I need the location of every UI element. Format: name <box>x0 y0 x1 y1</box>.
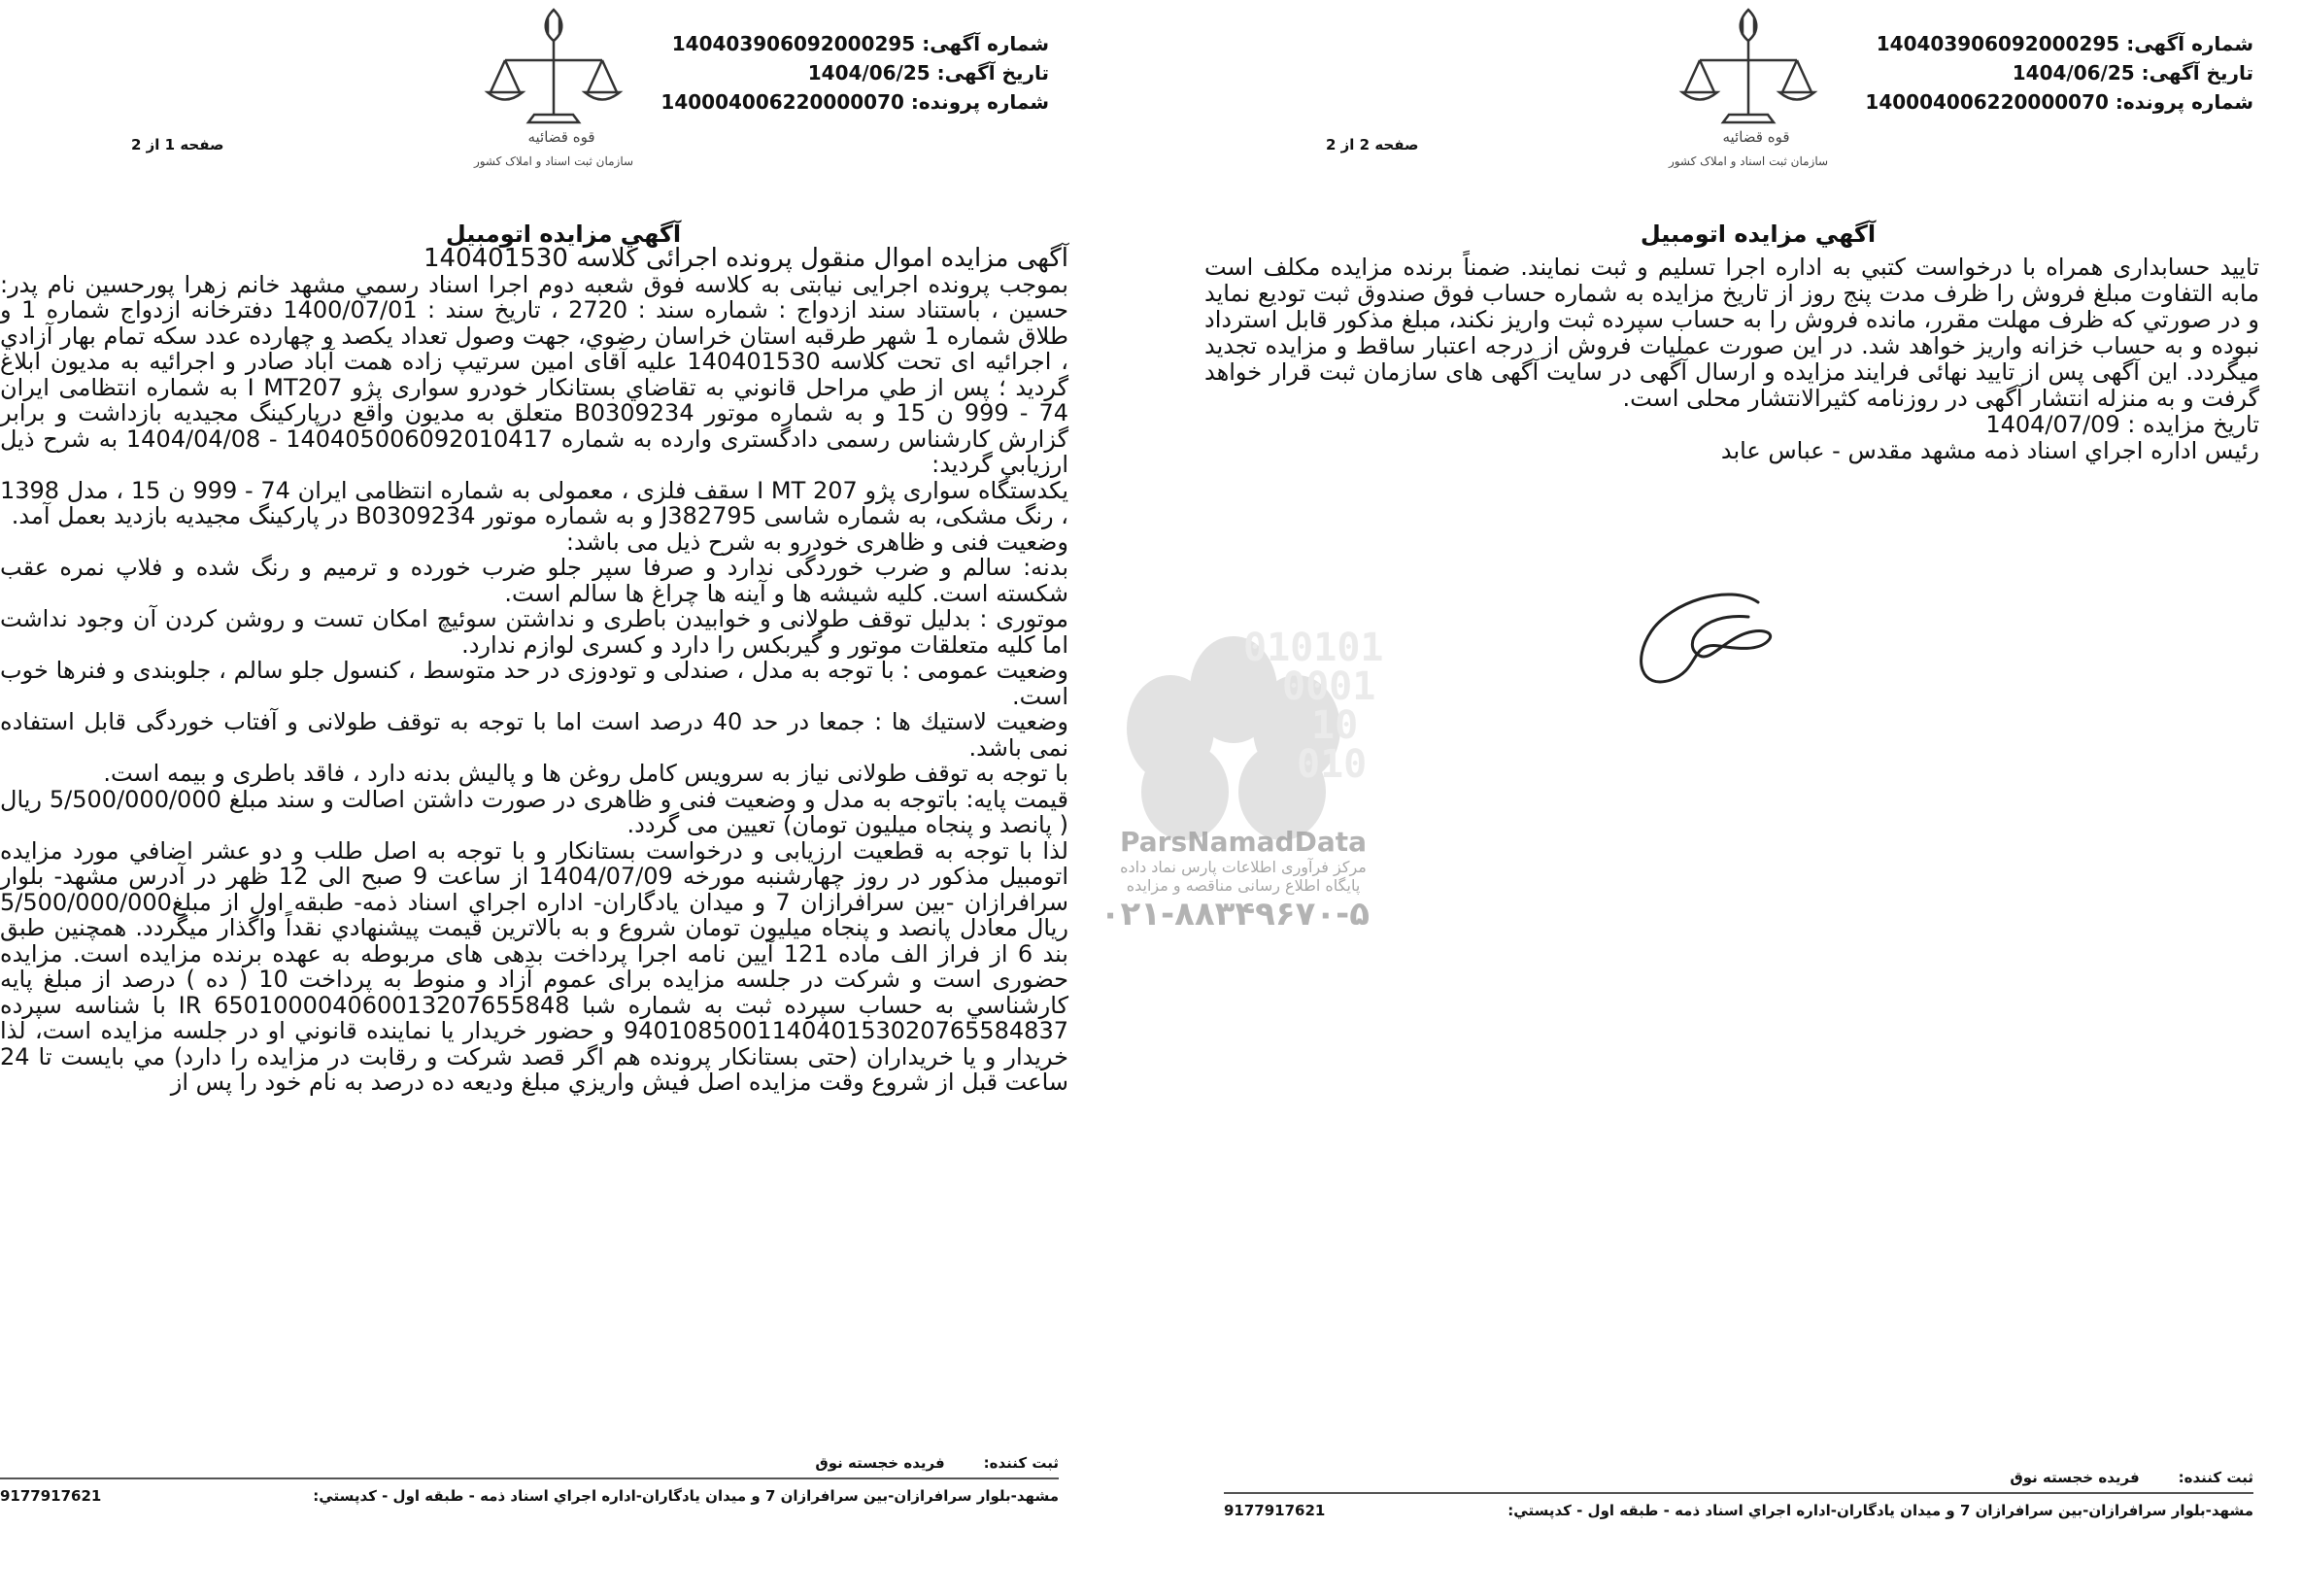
notice-page-2 <box>1204 0 2273 1596</box>
svg-text:سازمان ثبت اسناد و املاک کشور: سازمان ثبت اسناد و املاک کشور <box>1668 154 1829 168</box>
file-no-label: شماره پرونده: <box>2115 90 2253 114</box>
wm-code-2: 0001 <box>1282 664 1376 709</box>
svg-text:قوه قضائیه: قوه قضائیه <box>1722 128 1790 146</box>
wm-line-2: پایگاه اطلاع رسانی مناقصه و مزایده <box>1126 876 1361 895</box>
auction-date-label: تاريخ مزايده : <box>2127 411 2259 438</box>
page-number: صفحه 1 از 2 <box>131 136 224 153</box>
paragraph: تاييد حسابدارى همراه با درخواست كتبي به اداره اجرا تسليم و ثبت نمايند. ضمناً برنده مزايده مكلف است مابه التفاوت مبلغ فروش را ظرف مدت پنج روز از تاريخ مزايده به شماره حساب فوق صندوق ثبت توديع نمايد و در صورتي كه ظرف مهلت مقرر، مانده فروش را به حساب سپرده ثبت واريز نكند، مبلغ مذكور قابل استرداد نبوده و به حساب خزانه واريز خواهد شد. در اين صورت عمليات فروش از درجه اعتبار ساقط و مزايده تجديد ميگردد. اين آگهى پس از تاييد نهائى فرايند مزايده و ارسال آگهى در سايت آگهى هاى سازمان ثبت قرار خواهد گرفت و به منزله انتشار آگهى در روزنامه كثيرالانتشار محلى است. <box>1204 254 2259 412</box>
registrar-name: فريده خجسته نوق <box>815 1454 945 1472</box>
page-footer <box>0 1454 1059 1505</box>
wm-phone: ۰۲۱-۸۸۳۴۹۶۷۰-۵ <box>1100 895 1370 934</box>
file-no: 140004006220000070 <box>1865 90 2109 114</box>
notice-date: 1404/06/25 <box>2012 61 2135 85</box>
page-footer <box>1224 1469 2253 1519</box>
paragraph: بدنه: سالم و ضرب خوردگى ندارد و صرفا سپر جلو ضرب خورده و ترميم و رنگ شده و فلاپ نمره عقب شكسته است. كليه شيشه ها و آينه ها چراغ ها سالم است. <box>0 554 1068 607</box>
postal-code: 9177917621 <box>0 1487 102 1505</box>
paragraph: وضعيت عمومى : با توجه به مدل ، صندلى و تودوزى در حد متوسط ، كنسول جلو سالم ، جلوبندى و فنرها خوب است. <box>0 657 1068 710</box>
signatory: رئيس اداره اجراي اسناد ذمه مشهد مقدس - عباس عابد <box>1720 437 2259 464</box>
auction-date: 1404/07/09 <box>1985 411 2120 438</box>
notice-date: 1404/06/25 <box>807 61 931 85</box>
paragraph: وضعيت فنى و ظاهرى خودرو به شرح ذيل مى باشد: <box>565 527 1068 556</box>
notice-heading: آگهی مزایده اموال منقول پرونده اجرائی کلاسه 140401530 <box>423 244 1068 273</box>
notice-no-label: شماره آگهی: <box>2126 32 2253 55</box>
file-no: 140004006220000070 <box>660 90 904 114</box>
notice-date-label: تاریخ آگهی: <box>936 61 1049 85</box>
registrar-name: فريده خجسته نوق <box>2010 1469 2140 1486</box>
notice-meta <box>1845 29 2253 117</box>
page-title: آگهي مزايده اتومبيل <box>1640 221 1877 248</box>
wm-code-1: 010101 <box>1243 626 1384 670</box>
footer-divider <box>0 1477 1059 1479</box>
registrar-label: ثبت کننده: <box>2178 1469 2253 1486</box>
notice-no: 140403906092000295 <box>671 32 916 55</box>
file-no-label: شماره پرونده: <box>910 90 1049 114</box>
paragraph: يكدستگاه سوارى پژو I MT 207 سقف فلزى ، معمولى به شماره انتظامى ايران 74 - 999 ن 15 ، مدل 1398 ، رنگ مشكى، به شماره شاسى J382795 و به شماره موتور B0309234 در پاركينگ مجيديه بازديد بعمل آمد. <box>0 476 1069 529</box>
paragraph: بموجب پرونده اجرايى نيابتى به كلاسه فوق شعبه دوم اجرا اسناد رسمي مشهد خانم زهرا پورحسين نام پدر: حسين ، باستناد سند ازدواج : شماره سند : 2720 ، تاريخ سند : 1400/07/01 دفترخانه ازدواج شماره 1 و طلاق شماره 1 شهر طرقبه استان خراسان رضوي، جهت وصول تعداد يكصد و چهارده عدد سكه تمام بهار آزادي ، اجرائيه اى تحت كلاسه 140401530 عليه آقاى امين سرتيپ زاده همت آباد صادر و اجرائيه به مديون ابلاغ گرديد ؛ پس از طي مراحل قانوني به تقاضاي بستانكار خودرو سوارى پژو I MT207 به شماره انتظامى ايران 74 - 999 ن 15 و به شماره موتور B0309234 متعلق به مديون واقع درپاركينگ مجيديه بازداشت و برابر گزارش كارشناس رسمى دادگسترى وارده به شماره 14040500609201041​7 - 1404/04/08 به شرح ذيل ارزيابي گرديد: <box>0 270 1069 478</box>
paragraph: قيمت پايه: باتوجه به مدل و وضعيت فنى و ظاهرى در صورت داشتن اصالت و سند مبلغ 5/500/000/000 ريال ( پانصد و پنجاه ميليون تومان) تعيين مى گردد. <box>0 785 1068 838</box>
paragraph: لذا با توجه به قطعيت ارزيابى و درخواست بستانكار و با توجه به اصل طلب و دو عشر اضافي مورد مزايده اتومبيل مذكور در روز چهارشنبه مورخه 1404/07/09 از ساعت 9 صبح الى 12 ظهر در آدرس مشهد- بلوار سرافرازان -بين سرافرازان 7 و ميدان يادگاران- اداره اجراي اسناد ذمه- طبقه اول از مبلغ5/500/000/000 ريال معادل پانصد و پنجاه ميليون تومان شروع و به بالاترين قيمت پيشنهادي نقداً واگذار ميگردد. همچنين طبق بند 6 از فراز الف ماده 121 آيين نامه اجرا پرداخت بدهى هاى مربوطه به عهده برنده مزايده است. مزايده حضورى است و شركت در جلسه مزايده براى عموم آزاد و منوط به پرداخت 10 ( ده ) درصد از مبلغ پايه كارشناسي به حساب سپرده ثبت به شماره شبا IR 650100004060013207655848 با شناسه سپرده 940108500114040153020765584837 و حضور خريدار يا نماينده قانوني او در جلسه مزايده است، لذا خريدار و يا خريداران (حتى بستانكار پرونده هم اگر قصد شركت و رقابت در مزايده را دارد) مي بايست تا 24 ساعت قبل از شروع وقت مزايده اصل فيش واريزي مبلغ وديعه ده درصد به نام خود را پس از <box>0 836 1069 1096</box>
postal-code: 9177917621 <box>1224 1502 1326 1519</box>
notice-date-label: تاریخ آگهی: <box>2141 61 2253 85</box>
svg-text:قوه قضائیه: قوه قضائیه <box>527 128 595 146</box>
notice-body <box>1204 255 2259 464</box>
page-number: صفحه 2 از 2 <box>1326 136 1419 153</box>
notice-meta <box>660 29 1049 117</box>
office-address: مشهد-بلوار سرافرازان-بين سرافرازان 7 و ميدان يادگاران-اداره اجراي اسناد ذمه - طبقه اول - کدپستي: <box>1507 1502 2253 1519</box>
svg-text:سازمان ثبت اسناد و املاک کشور: سازمان ثبت اسناد و املاک کشور <box>473 154 634 168</box>
notice-no: 140403906092000295 <box>1876 32 2120 55</box>
wm-brand: ParsNamadData <box>1120 826 1367 858</box>
wm-line-1: مرکز فرآوری اطلاعات پارس نماد داده <box>1120 858 1367 876</box>
office-address: مشهد-بلوار سرافرازان-بين سرافرازان 7 و ميدان يادگاران-اداره اجراي اسناد ذمه - طبقه اول - کدپستي: <box>313 1487 1059 1505</box>
notice-no-label: شماره آگهی: <box>922 32 1049 55</box>
paragraph: وضعيت لاستيك ها : جمعا در حد 40 درصد است اما با توجه به توقف طولانى و آفتاب خوردگى قابل استفاده نمى باشد. <box>0 708 1068 762</box>
wm-code-3: 10 <box>1311 703 1359 748</box>
paragraph: با توجه به توقف طولانى نياز به سرويس كامل روغن ها و پاليش بدنه دارد ، فاقد باطرى و بيمه است. <box>103 760 1068 787</box>
auction-date-line <box>1204 412 2259 438</box>
wm-code-4: 010 <box>1297 742 1368 787</box>
notice-page-1 <box>0 0 1068 1596</box>
handwritten-signature-icon <box>1612 583 1787 719</box>
judiciary-emblem-icon <box>466 0 641 185</box>
page-title: آگهي مزايده اتومبيل <box>445 221 682 248</box>
notice-body <box>0 246 1068 1096</box>
registrar-label: ثبت کننده: <box>983 1454 1059 1472</box>
judiciary-emblem-icon <box>1661 0 1836 185</box>
footer-divider <box>1224 1492 2253 1494</box>
paragraph: موتورى : بدليل توقف طولانى و خوابيدن باطرى و نداشتن سوئيچ امكان تست و روشن كردن آن وجود نداشت اما كليه متعلقات موتور و گيربكس را دارد و كسرى لوازم ندارد. <box>0 605 1068 659</box>
